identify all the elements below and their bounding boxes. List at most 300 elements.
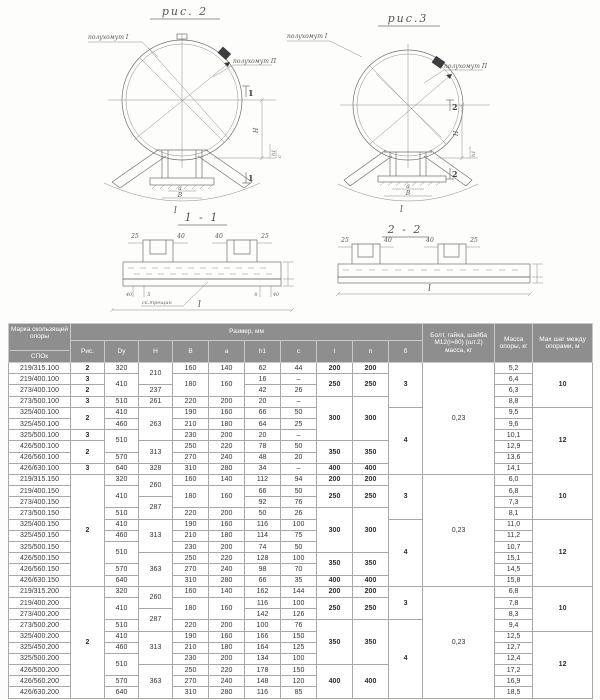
sec1-dim-40-left: 40 <box>177 233 185 240</box>
cell-dy: 510 <box>105 653 139 675</box>
cell-mass: 18,5 <box>495 687 533 698</box>
cell-h1: 134 <box>245 653 281 664</box>
cell-mark: 219/315.150 <box>9 474 71 485</box>
cell-mark: 325/450.150 <box>9 530 71 541</box>
cell-dy: 410 <box>105 374 139 396</box>
table-row <box>9 463 593 474</box>
cell-step: 12 <box>533 631 593 698</box>
table-row <box>9 396 593 407</box>
cell-mark: 426/500.100 <box>9 441 71 452</box>
sec1-dim-5: 5 <box>147 292 151 298</box>
cell-c: 100 <box>281 553 317 564</box>
cell-l: 350 <box>317 553 353 575</box>
cell-c: 125 <box>281 642 317 653</box>
cell-l: 300 <box>317 396 353 441</box>
fig2-title: рис. 2 <box>161 5 209 18</box>
cell-c: 100 <box>281 597 317 608</box>
cell-a: 160 <box>209 486 245 508</box>
cell-a: 180 <box>209 642 245 653</box>
cell-c: 76 <box>281 497 317 508</box>
cell-a: 200 <box>209 542 245 553</box>
cell-a: 200 <box>209 653 245 664</box>
cell-h1: 92 <box>245 497 281 508</box>
sec1-dim-8: 8 <box>254 292 258 298</box>
sec1-dim-40-br: 40 <box>272 292 280 298</box>
cell-n: 250 <box>353 597 389 619</box>
cell-ris: 2 <box>71 363 105 374</box>
svg-text:1: 1 <box>248 173 254 183</box>
cell-h: 237 <box>139 385 173 396</box>
cell-h1: 162 <box>245 586 281 597</box>
cell-a: 160 <box>209 519 245 530</box>
cell-h: 260 <box>139 474 173 496</box>
cell-mass: 7,3 <box>495 497 533 508</box>
cell-mark: 325/400.100 <box>9 407 71 418</box>
cell-c: 94 <box>281 474 317 485</box>
cell-h1: 20 <box>245 396 281 407</box>
cell-mass: 12,9 <box>495 441 533 452</box>
cell-h: 363 <box>139 553 173 587</box>
table-row <box>9 474 593 485</box>
cell-mass: 15,8 <box>495 575 533 586</box>
cell-ris: 2 <box>71 407 105 429</box>
fig2-dim-l: l <box>174 206 177 216</box>
cell-b: 230 <box>173 653 209 664</box>
cell-mass: 10,7 <box>495 542 533 553</box>
cell-h1: 178 <box>245 665 281 676</box>
cell-bolt: 0,23 <box>423 363 495 475</box>
cell-h: 313 <box>139 631 173 665</box>
cell-a: 220 <box>209 441 245 452</box>
cell-b: 310 <box>173 575 209 586</box>
cell-mark: 426/560.150 <box>9 564 71 575</box>
table-row <box>9 385 593 396</box>
cell-a: 280 <box>209 687 245 698</box>
cell-mark: 325/500.150 <box>9 542 71 553</box>
cell-h: 287 <box>139 609 173 631</box>
cell-a: 160 <box>209 374 245 396</box>
table-row <box>9 441 593 452</box>
cell-h: 261 <box>139 396 173 407</box>
cell-dy: 510 <box>105 430 139 452</box>
cell-h1: 116 <box>245 519 281 530</box>
header-col-h1: h1 <box>245 340 281 362</box>
fig2-dim-h1: h1 <box>271 149 277 156</box>
cell-b6: 3 <box>389 474 423 519</box>
section-2-2 <box>336 223 543 296</box>
header-mass: Масса опоры, кг <box>495 324 533 363</box>
cell-n: 400 <box>353 575 389 586</box>
section-1-1 <box>110 211 294 312</box>
cell-dy: 570 <box>105 676 139 687</box>
cell-mass: 13,6 <box>495 452 533 463</box>
cell-mark: 426/630.150 <box>9 575 71 586</box>
cell-c: 50 <box>281 486 317 497</box>
cell-h: 263 <box>139 407 173 441</box>
cell-b: 180 <box>173 374 209 396</box>
cell-h1: 66 <box>245 407 281 418</box>
sec2-dim-25-left: 25 <box>341 237 349 244</box>
cell-dy: 510 <box>105 542 139 564</box>
header-col-dy: Dy <box>105 340 139 362</box>
cell-b: 310 <box>173 687 209 698</box>
cell-b: 160 <box>173 474 209 485</box>
header-col-h: Н <box>139 340 173 362</box>
cell-mark: 426/560.100 <box>9 452 71 463</box>
header-size-group: Размер, мм <box>71 324 423 341</box>
cell-c: 50 <box>281 407 317 418</box>
cell-h: 210 <box>139 363 173 385</box>
fig2-half-clamp-1-label: полухомут I <box>88 34 129 41</box>
cell-n: 350 <box>353 620 389 665</box>
header-col-ris: Рис. <box>71 340 105 362</box>
cell-h1: 74 <box>245 542 281 553</box>
cell-h1: 42 <box>245 385 281 396</box>
cell-b: 250 <box>173 665 209 676</box>
header-bolt: Болт, гайка, шайба М12(l=80) (шт.2) масса, кг <box>423 324 495 363</box>
cell-b: 230 <box>173 542 209 553</box>
cell-l: 250 <box>317 597 353 619</box>
fig3-dim-a: a <box>406 183 410 190</box>
cell-h1: 66 <box>245 486 281 497</box>
cell-mass: 15,1 <box>495 553 533 564</box>
cell-bolt: 0,23 <box>423 474 495 586</box>
cell-l: 250 <box>317 486 353 508</box>
cell-h1: 164 <box>245 642 281 653</box>
cell-dy: 320 <box>105 363 139 374</box>
table-row <box>9 430 593 441</box>
cell-c: 26 <box>281 508 317 519</box>
section-2-2-title: 2 - 2 <box>387 223 423 236</box>
cell-c: 44 <box>281 363 317 374</box>
cell-mark: 426/500.200 <box>9 665 71 676</box>
cell-l: 300 <box>317 508 353 553</box>
fig2-dim-a: a <box>178 185 182 192</box>
fig2-dim-c: c <box>277 155 283 158</box>
cell-mark: 273/400.100 <box>9 385 71 396</box>
cell-mass: 11,2 <box>495 530 533 541</box>
cell-h1: 166 <box>245 631 281 642</box>
cell-mark: 219/315.200 <box>9 586 71 597</box>
cell-a: 160 <box>209 407 245 418</box>
cell-l: 400 <box>317 665 353 699</box>
fig3-dim-h: Н <box>453 130 460 136</box>
cell-ris: 3 <box>71 463 105 474</box>
cell-ris: 3 <box>71 430 105 441</box>
cell-step: 10 <box>533 474 593 519</box>
cell-c: 144 <box>281 586 317 597</box>
cell-n: 250 <box>353 374 389 396</box>
cell-step: 10 <box>533 363 593 408</box>
cell-dy: 320 <box>105 586 139 597</box>
cell-c: 26 <box>281 385 317 396</box>
fig3-title: рис.3 <box>387 12 429 25</box>
cell-b6: 3 <box>389 363 423 408</box>
fig3-section-flag-top <box>446 100 458 112</box>
dimensions-table <box>8 323 593 699</box>
cell-h1: 34 <box>245 463 281 474</box>
cell-b: 190 <box>173 519 209 530</box>
cell-n: 300 <box>353 396 389 441</box>
sec1-note: ск.трещин <box>142 300 172 306</box>
figure-2 <box>88 5 283 216</box>
cell-dy: 570 <box>105 452 139 463</box>
cell-c: 76 <box>281 620 317 631</box>
table-body <box>9 363 593 699</box>
cell-c: 150 <box>281 665 317 676</box>
cell-a: 160 <box>209 597 245 619</box>
cell-a: 240 <box>209 676 245 687</box>
cell-c: 150 <box>281 631 317 642</box>
cell-b: 210 <box>173 418 209 429</box>
cell-n: 400 <box>353 665 389 699</box>
fig2-section-flag-top <box>242 86 254 98</box>
cell-mass: 8,1 <box>495 508 533 519</box>
cell-mark: 325/400.200 <box>9 631 71 642</box>
sec2-dim-40-left: 40 <box>384 237 392 244</box>
cell-dy: 570 <box>105 564 139 575</box>
cell-dy: 460 <box>105 418 139 429</box>
sec1-dim-40-bl: 40 <box>125 292 133 298</box>
table-row <box>9 586 593 597</box>
cell-ris: 3 <box>71 374 105 385</box>
cell-dy: 640 <box>105 463 139 474</box>
cell-h: 363 <box>139 665 173 699</box>
cell-dy: 640 <box>105 687 139 698</box>
sec2-dim-l: l <box>428 284 431 294</box>
cell-a: 240 <box>209 452 245 463</box>
cell-mass: 6,0 <box>495 474 533 485</box>
fig2-dim-b: B <box>177 192 183 199</box>
sec1-dim-25-left: 25 <box>131 233 139 240</box>
cell-mark: 219/400.150 <box>9 486 71 497</box>
cell-b: 210 <box>173 530 209 541</box>
fig3-base-hatching <box>380 182 440 186</box>
cell-l: 200 <box>317 363 353 374</box>
cell-b6: 4 <box>389 407 423 474</box>
cell-a: 180 <box>209 418 245 429</box>
cell-n: 200 <box>353 474 389 485</box>
header-col-n: n <box>353 340 389 362</box>
cell-c: – <box>281 374 317 385</box>
figure-3 <box>287 12 490 215</box>
cell-dy: 410 <box>105 519 139 530</box>
cell-n: 350 <box>353 441 389 463</box>
cell-h1: 62 <box>245 363 281 374</box>
cell-dy: 410 <box>105 631 139 642</box>
cell-b6: 3 <box>389 586 423 620</box>
cell-a: 160 <box>209 631 245 642</box>
cell-a: 220 <box>209 665 245 676</box>
cell-a: 280 <box>209 463 245 474</box>
cell-c: 35 <box>281 575 317 586</box>
cell-c: – <box>281 396 317 407</box>
cell-h1: 64 <box>245 418 281 429</box>
cell-mass: 12,7 <box>495 642 533 653</box>
cell-h1: 50 <box>245 508 281 519</box>
header-col-b: В <box>173 340 209 362</box>
cell-h1: 78 <box>245 441 281 452</box>
fig3-dim-b: B <box>405 190 411 197</box>
cell-c: 100 <box>281 653 317 664</box>
fig3-dim-h1: h1 <box>471 150 477 157</box>
cell-mass: 14,1 <box>495 463 533 474</box>
cell-b: 220 <box>173 620 209 631</box>
cell-h1: 116 <box>245 597 281 608</box>
header-mark <box>9 324 71 363</box>
cell-mark: 219/400.200 <box>9 597 71 608</box>
cell-n: 200 <box>353 586 389 597</box>
cell-mass: 6,8 <box>495 586 533 597</box>
cell-b: 250 <box>173 441 209 452</box>
cell-mark: 426/630.100 <box>9 463 71 474</box>
fig3-half-clamp-2-label: полухомут П <box>444 63 488 70</box>
cell-h1: 16 <box>245 374 281 385</box>
cell-c: 50 <box>281 441 317 452</box>
cell-mass: 6,8 <box>495 486 533 497</box>
engineering-drawing <box>0 0 600 322</box>
cell-mass: 8,8 <box>495 396 533 407</box>
cell-a: 200 <box>209 430 245 441</box>
cell-ris: 2 <box>71 474 105 586</box>
cell-a: 280 <box>209 575 245 586</box>
cell-c: 20 <box>281 452 317 463</box>
cell-mark: 325/500.100 <box>9 430 71 441</box>
cell-c: 70 <box>281 564 317 575</box>
cell-mark: 325/500.200 <box>9 653 71 664</box>
sec2-dim-25-right: 25 <box>470 237 478 244</box>
cell-h: 313 <box>139 519 173 553</box>
sec2-dim-40-right: 40 <box>426 237 434 244</box>
cell-h1: 128 <box>245 553 281 564</box>
cell-dy: 320 <box>105 474 139 485</box>
cell-mass: 8,3 <box>495 609 533 620</box>
cell-ris: 2 <box>71 586 105 698</box>
svg-text:1: 1 <box>248 88 254 98</box>
cell-l: 200 <box>317 474 353 485</box>
cell-mark: 273/400.150 <box>9 497 71 508</box>
table-row <box>9 363 593 374</box>
cell-b: 190 <box>173 631 209 642</box>
cell-mark: 426/630.200 <box>9 687 71 698</box>
fig3-dim-l: l <box>400 205 403 215</box>
fig2-half-clamp-2-label: полухомут П <box>233 58 277 65</box>
cell-b: 190 <box>173 407 209 418</box>
header-mark-top: Марка скользящей опоры <box>10 324 69 351</box>
cell-mass: 16,9 <box>495 676 533 687</box>
cell-mass: 7,8 <box>495 597 533 608</box>
header-step: Мах шаг между опорами, м <box>533 324 593 363</box>
svg-text:2: 2 <box>452 169 458 179</box>
cell-b: 270 <box>173 452 209 463</box>
cell-mark: 426/500.150 <box>9 553 71 564</box>
cell-l: 250 <box>317 374 353 396</box>
cell-l: 350 <box>317 441 353 463</box>
cell-l: 400 <box>317 463 353 474</box>
cell-h1: 142 <box>245 609 281 620</box>
cell-b: 180 <box>173 597 209 619</box>
cell-b: 220 <box>173 396 209 407</box>
sec1-dim-40-right: 40 <box>215 233 223 240</box>
cell-step: 12 <box>533 519 593 586</box>
cell-mark: 325/450.100 <box>9 418 71 429</box>
cell-dy: 410 <box>105 486 139 508</box>
cell-mark: 325/400.150 <box>9 519 71 530</box>
fig3-section-flag-bottom <box>446 168 458 179</box>
cell-a: 200 <box>209 396 245 407</box>
cell-mark: 273/400.200 <box>9 609 71 620</box>
cell-l: 200 <box>317 586 353 597</box>
cell-mark: 219/400.100 <box>9 374 71 385</box>
cell-h1: 98 <box>245 564 281 575</box>
cell-n: 250 <box>353 486 389 508</box>
fig2-section-flag-bottom <box>242 172 254 183</box>
cell-c: – <box>281 463 317 474</box>
cell-mass: 6,4 <box>495 374 533 385</box>
header-mark-sub: СПОк <box>30 353 49 360</box>
cell-dy: 510 <box>105 620 139 631</box>
cell-c: 85 <box>281 687 317 698</box>
cell-mass: 6,3 <box>495 385 533 396</box>
cell-h: 328 <box>139 463 173 474</box>
cell-mass: 14,5 <box>495 564 533 575</box>
sec1-dim-25-right: 25 <box>261 233 269 240</box>
cell-a: 140 <box>209 363 245 374</box>
cell-mark: 273/500.200 <box>9 620 71 631</box>
table-row <box>9 407 593 418</box>
cell-h1: 100 <box>245 620 281 631</box>
cell-h1: 114 <box>245 530 281 541</box>
cell-c: 126 <box>281 609 317 620</box>
cell-mark: 273/500.150 <box>9 508 71 519</box>
cell-mass: 5,2 <box>495 363 533 374</box>
cell-b6: 4 <box>389 519 423 586</box>
fig2-dim-h: Н <box>253 127 260 133</box>
cell-mark: 426/560.200 <box>9 676 71 687</box>
cell-c: 25 <box>281 418 317 429</box>
cell-dy: 460 <box>105 530 139 541</box>
cell-h1: 20 <box>245 430 281 441</box>
cell-c: – <box>281 430 317 441</box>
cell-dy: 510 <box>105 396 139 407</box>
sec1-dim-l: l <box>198 300 201 310</box>
sec1-slab-hatching <box>128 268 272 274</box>
cell-h: 260 <box>139 586 173 608</box>
header-col-a: а <box>209 340 245 362</box>
cell-dy: 410 <box>105 407 139 418</box>
cell-mark: 219/315.100 <box>9 363 71 374</box>
section-1-1-title: 1 - 1 <box>184 211 220 224</box>
fig3-half-clamp-1-label: полухомут I <box>287 33 328 40</box>
table-row <box>9 374 593 385</box>
cell-mass: 10,1 <box>495 430 533 441</box>
cell-h: 313 <box>139 441 173 463</box>
cell-n: 200 <box>353 363 389 374</box>
cell-b: 270 <box>173 676 209 687</box>
cell-a: 200 <box>209 508 245 519</box>
cell-l: 400 <box>317 575 353 586</box>
cell-c: 75 <box>281 530 317 541</box>
cell-a: 180 <box>209 530 245 541</box>
cell-mass: 12,5 <box>495 631 533 642</box>
cell-mass: 9,6 <box>495 418 533 429</box>
cell-b: 230 <box>173 430 209 441</box>
cell-mass: 9,5 <box>495 407 533 418</box>
cell-c: 50 <box>281 542 317 553</box>
cell-mass: 11,0 <box>495 519 533 530</box>
svg-text:2: 2 <box>452 102 458 112</box>
cell-a: 220 <box>209 553 245 564</box>
